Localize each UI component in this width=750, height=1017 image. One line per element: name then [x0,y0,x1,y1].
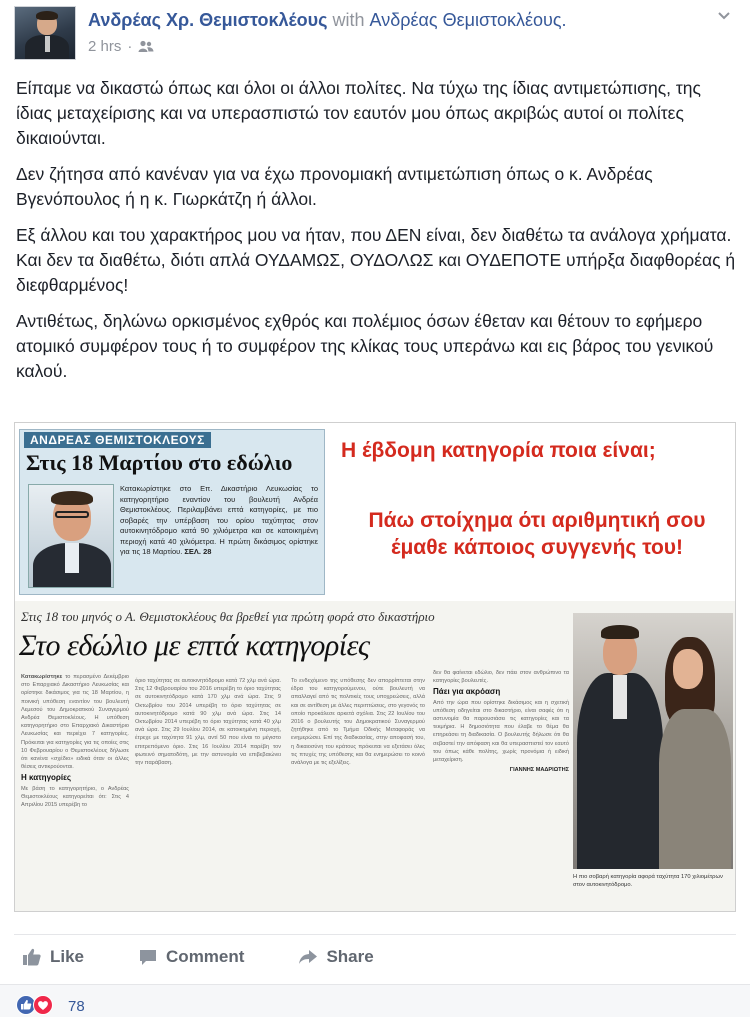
tagged-user-link[interactable]: Ανδρέας Θεμιστοκλέους. [369,10,567,30]
newspaper-clipping-image[interactable] [14,422,736,912]
like-button[interactable] [22,947,84,967]
post-paragraph: Εξ άλλου και του χαρακτήρος μου να ήταν, που ΔΕΝ είναι, δεν διαθέτω τα ανάλογα χρήματα. Και δεν τα διαθέτω, διότι απλά ΟΥΔΑΜΩΣ, ΟΥΔΟΛΩΣ και ΟΥΔΕΠΟΤΕ υπήρξα διαφθορέας ή διεφθαρμένος! [16,225,736,295]
like-icon [22,947,42,967]
news-box-title: Στις 18 Μαρτίου στο εδώλιο [26,450,293,475]
with-text: with [332,10,365,30]
post-paragraph: Δεν ζήτησα από κανέναν για να έχω προνομιακή αντιμετώπιση όπως ο κ. Ανδρέας Βγενόπουλος ή η κ. Γιωρκάτζη ή άλλοι. [16,164,653,209]
friends-icon[interactable] [138,40,154,53]
column-text: όριο ταχύτητας σε αυτοκινητόδρομο κατά 72 χλμ ανά ώρα. Στις 12 Φεβρουαρίου του 2016 υπερέβη το όριο ταχύτητας σε αυτοκινητόδρομο κατά 170 χλμ ανά ώρα. Στις 9 Οκτωβρίου του 2014 υπερέβη το όριο ταχύτητας σε αυτοκινητόδρομο κατά 90 χλμ ανά ώρα. Στις 14 Οκτωβρίου 2014 υπερέβη το όριο ταχύτητας κατά 40 χλμ ανά ώρα. Στις 29 Ιουλίου 2014, σε κατοικημένη περιοχή, έτρεχε με ταχύτητα 91 χλμ, αντί 50 που είναι το μέγιστο επιτρεπόμενο όριο. Στις 16 Ιουλίου 2014 παρέβη τον φωτεινό σηματοδότη, με την αστυνομία να επιβεβαιώνει την παράβαση. [135,678,281,767]
author-avatar[interactable] [14,6,76,60]
chevron-down-icon[interactable] [716,8,732,24]
article-column [433,669,569,899]
news-box-text: Κατακωρίστηκε στο Επ. Δικαστήριο Λευκωσίας το κατηγορητήριο εναντίον του βουλευτή Ανδρέα Θεμιστοκλέους. Περιλαμβάνει επτά κατηγορίες, με πιο σοβαρές την υπέρβαση του ορίου ταχύτητας στον αυτοκινητόδρομο κατά 90 χιλιόμετρα και σε κατοικημένη περιοχή κατά 40 χιλιόμετρα. Η πρώτη δικάσιμος ορίστηκε για τις 18 Μαρτίου. [120,484,318,556]
red-bet-text: Πάω στοίχημα ότι αριθμητική σου έμαθε κάποιος συγγενής του! [368,509,706,559]
share-label: Share [326,946,374,966]
column-text: το περασμένο Δεκέμβριο στο Επαρχιακό Δικαστήριο Λευκωσίας και ορίστηκε δικάσιμος για τις 18 Μαρτίου, η ποινική υπόθεση εναντίον του βουλευτή Λεμεσού του Δημοκρατικού Συναγερμού Ανδρέα Θεμιστοκλέους. Η υπόθεση κατηγορητήριο στο Επαρχιακό Δικαστήριο Λευκωσίας και περιέχει 7 κατηγορίες. Πρόκειται για κατηγορίες για τις οποίες στις 10 Φεβρουαρίου ο Θεμιστοκλέους δήλωσε ότι κανένα «σχέδιο» ειδικά όταν οι άλλες θέσεις αντικρούονται. [21,674,129,771]
post-header [14,6,736,62]
news-box [19,429,325,595]
column-lead: Κατακωρίστηκε [21,674,63,680]
article-byline: ΓΙΑΝΝΗΣ ΜΑΔΡΙΩΤΗΣ [509,767,569,774]
reaction-count[interactable]: 78 [68,998,85,1015]
clipping-top-section [15,423,736,601]
like-label: Like [50,946,85,966]
column-text: Από την ώρα που ορίστηκε δικάσιμος και η σχετική υπόθεση οδηγείται στο δικαστήριο, είναι σαφές ότι η αστυνομία θα παρουσιάσει τις κατηγορίες και τα τεκμήρια. Η δημοσιότητα που έλαβε το θέμα θα επηρεάσει τη διαδικασία. Ο βουλευτής δήλωσε ότι θα σεβαστεί την απόφαση και θα υπερασπιστεί τον εαυτό του όπως κάθε πολίτης, χωρίς προνόμια ή ειδική μεταχείριση. [433,699,569,764]
separator-dot: · [127,38,133,55]
column-text: δεν θα φαίνεται εδώλιο, δεν πάει στον ανθρώπινο τα κατηγορίες βουλευτές. [433,670,569,685]
photo-caption: Η πιο σοβαρή κατηγορία αφορά ταχύτητα 170 χιλιομέτρων στον αυτοκινητόδρομο. [573,874,723,888]
comment-button[interactable] [138,947,244,967]
column-heading: Η κατηγορίες [21,773,72,783]
portrait-photo [28,484,114,588]
post-paragraph: Αντιθέτως, δηλώνω ορκισμένος εχθρός και πολέμιος όσων έθεταν και θέτουν το εφήμερο ατομικό συμφέρον τους ή το συμφέρον της κλίκας τους υπεράνω και εις βάρος του γενικού καλού. [16,311,714,381]
share-button[interactable] [298,947,373,967]
reaction-icons[interactable] [16,995,53,1015]
comment-icon [138,947,158,967]
article-column [135,677,281,875]
timestamp-link[interactable]: 2 hrs [88,38,122,55]
author-line [88,10,567,31]
post-body [16,76,736,395]
author-name-link[interactable]: Ανδρέας Χρ. Θεμιστοκλέους [88,10,328,30]
post-action-bar [14,934,736,978]
article-headline: Στο εδώλιο με επτά κατηγορίες [19,629,370,662]
reactions-bar [0,984,750,1017]
red-question-text: Η έβδομη κατηγορία ποια είναι; [341,439,656,462]
article-column [291,677,425,897]
comment-label: Comment [166,946,245,966]
article-column [21,673,129,907]
column-text: Με βάση το κατηγορητήριο, ο Ανδρέας Θεμιστοκλέους κατηγορείται ότι: Στις 4 Απριλίου 2015 υπερέβη το [21,785,129,809]
love-reaction-icon [33,995,53,1015]
post-meta [88,38,154,55]
news-box-body [120,484,318,558]
column-text: Το ενδεχόμενο της υπόθεσης δεν απορρίπτεται στην έδρα του κατηγορούμενου, ούτε βουλευτή να απαλλαγεί από τις πολιτικές τους υποχρεώσεις, αλλά και σε αντίθεση με άλλες περιπτώσεις, στο γεγονός το οποίο προκάλεσε αρκετά σχόλια. Στις 22 Ιουλίου του 2016 ο βουλευτής του Δημοκρατικού Συναγερμού ζητήθηκε από το Τμήμα Οδικής Μεταφοράς να ενημερώσει. Επί της διαδικασίας, στην αποφασή του, η δικαιοσύνη του κράτους πρόκειται να εξετάσει όλες τις πτυχές της υπόθεσης και θα ενημερώσει το κοινό ανάλογα με τις εξελίξεις. [291,678,425,767]
news-box-page: ΣΕΛ. 28 [184,547,212,556]
share-icon [298,947,318,967]
post-paragraph: Είπαμε να δικαστώ όπως και όλοι οι άλλοι πολίτες. Να τύχω της ίδιας αντιμετώπισης, της ίδιας μεταχείρισης και να υπερασπιστώ τον εαυτόν μου όπως ακριβώς αυτοί οι πολίτες δικαιούνται. [16,78,701,148]
news-kicker: ΑΝΔΡΕΑΣ ΘΕΜΙΣΤΟΚΛΕΟΥΣ [24,432,211,448]
court-arrival-photo [573,613,733,869]
column-heading: Πάει για ακρόαση [433,687,501,697]
article-subhead: Στις 18 του μηνός ο Α. Θεμιστοκλέους θα βρεθεί για πρώτη φορά στο δικαστήριο [21,609,435,624]
